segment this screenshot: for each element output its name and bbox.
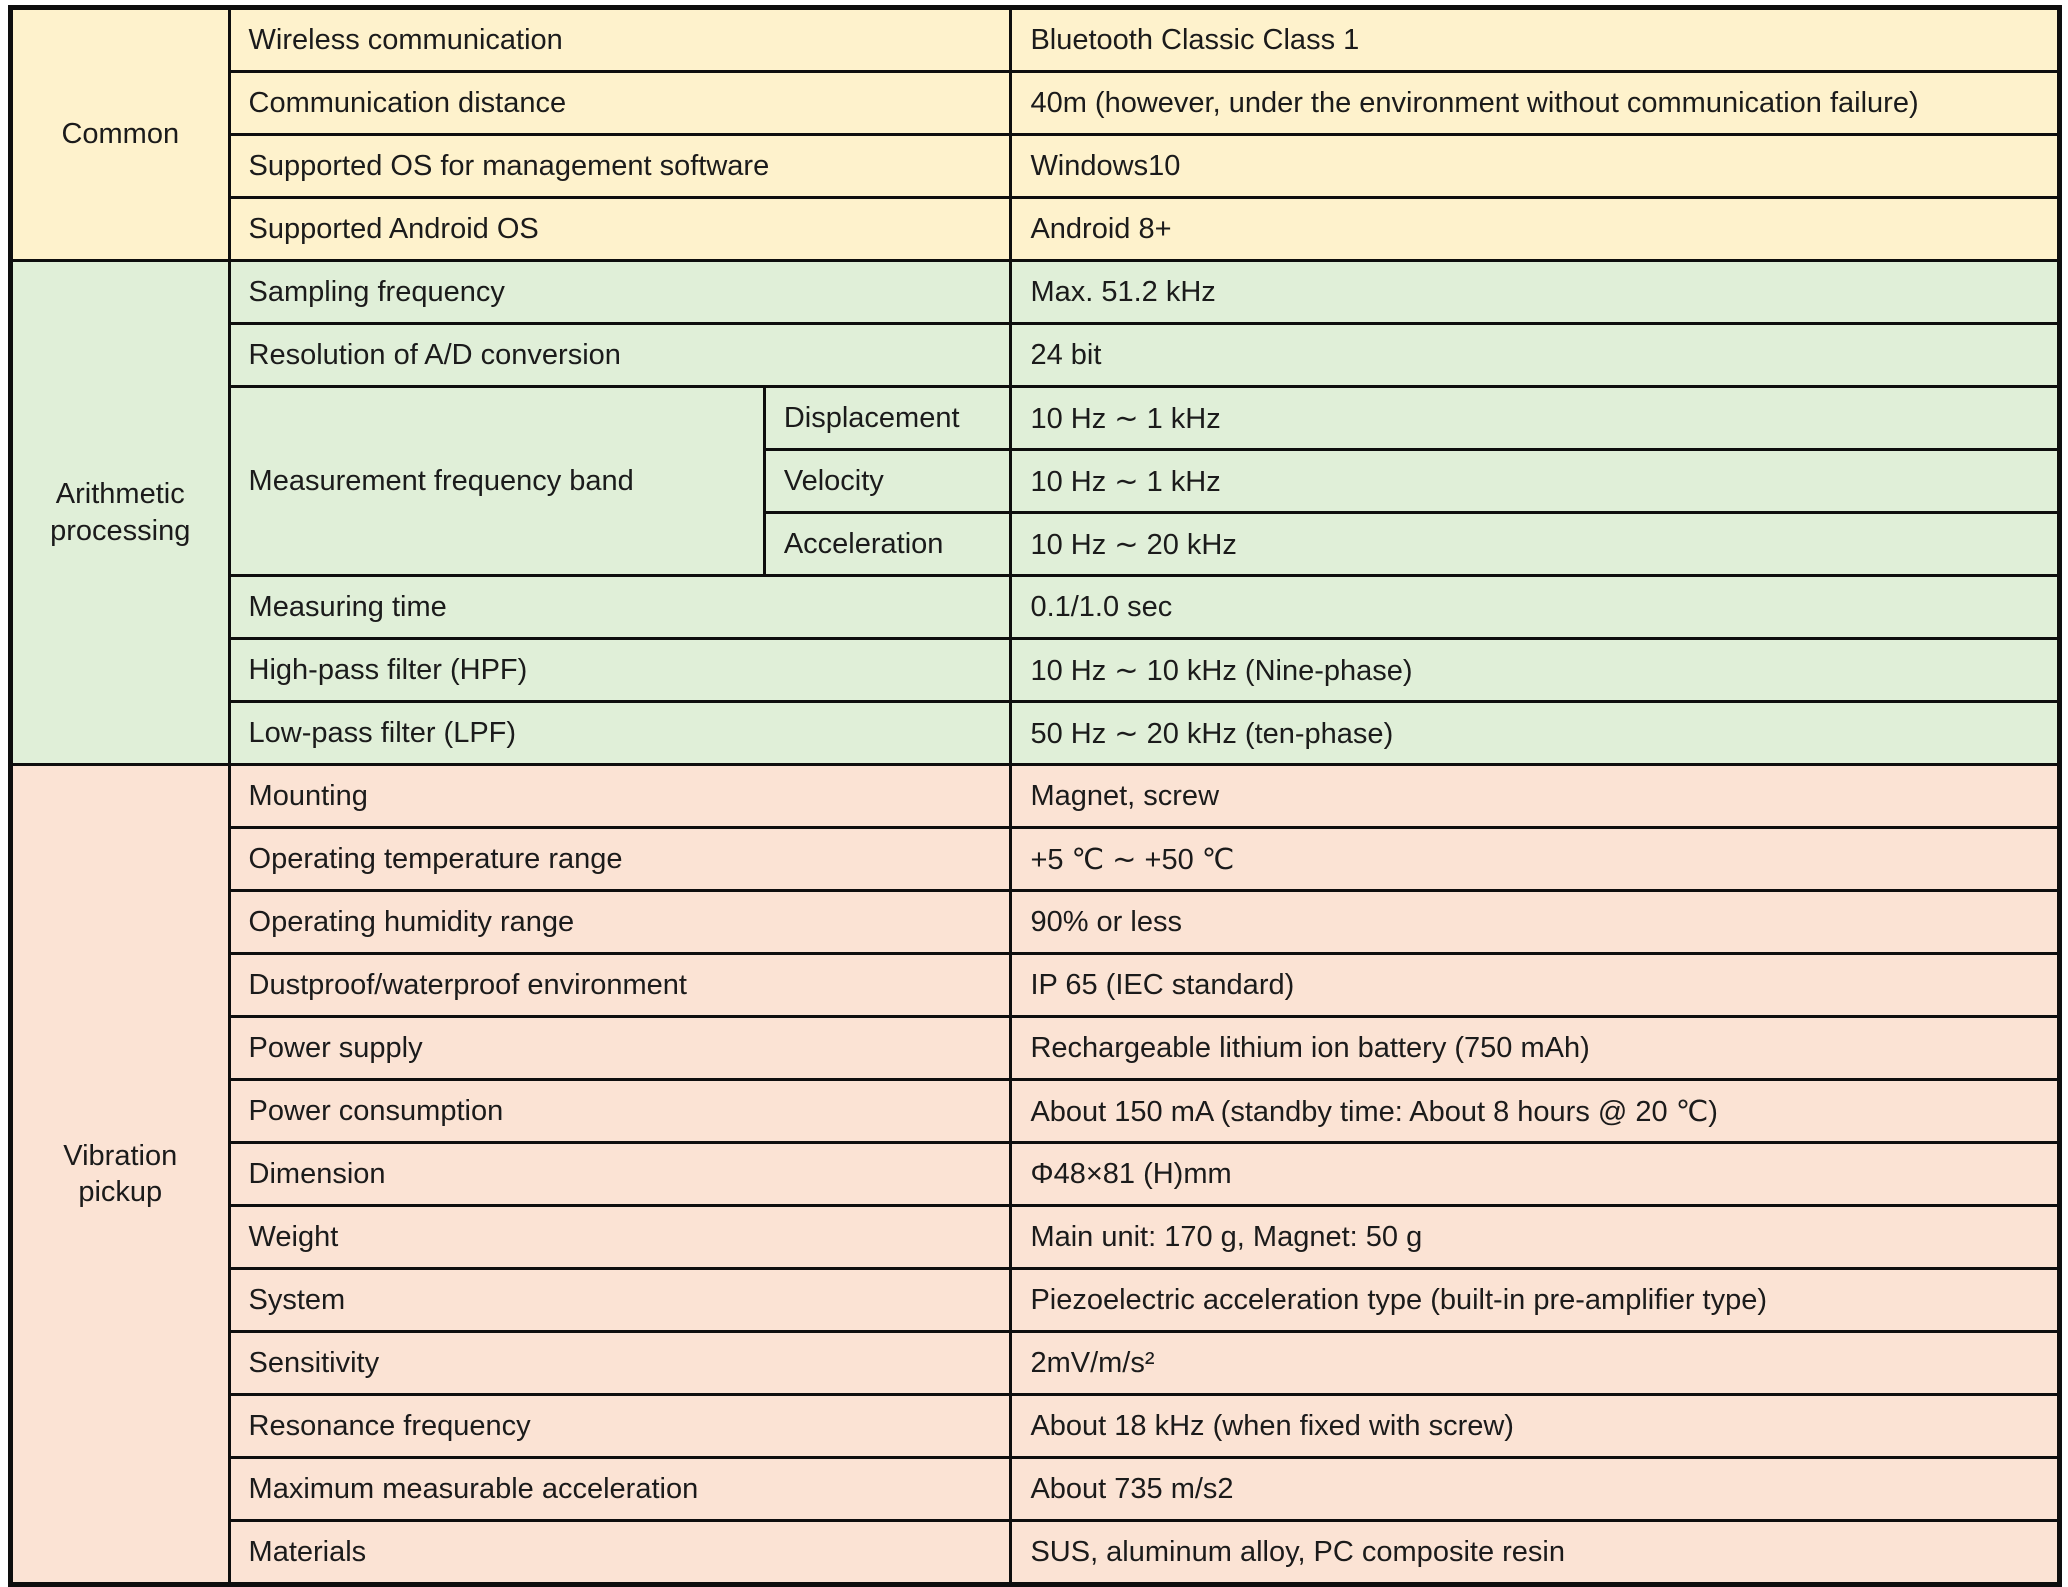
spec-label: Materials: [229, 1521, 1011, 1585]
spec-label: High-pass filter (HPF): [229, 639, 1011, 702]
spec-label: Dustproof/waterproof environment: [229, 954, 1011, 1017]
spec-value: Φ48×81 (H)mm: [1011, 1143, 2060, 1206]
spec-value: Rechargeable lithium ion battery (750 mAh): [1011, 1017, 2060, 1080]
spec-value: SUS, aluminum alloy, PC composite resin: [1011, 1521, 2060, 1585]
spec-label: Power consumption: [229, 1080, 1011, 1143]
section-label-vibration-pickup: Vibration pickup: [11, 765, 230, 1585]
spec-value: 24 bit: [1011, 324, 2060, 387]
spec-label: Sensitivity: [229, 1332, 1011, 1395]
spec-value: Max. 51.2 kHz: [1011, 261, 2060, 324]
spec-label: Resonance frequency: [229, 1395, 1011, 1458]
spec-label: Low-pass filter (LPF): [229, 702, 1011, 765]
spec-value: Android 8+: [1011, 198, 2060, 261]
spec-value: 10 Hz ∼ 1 kHz: [1011, 387, 2060, 450]
spec-value: 40m (however, under the environment without communication failure): [1011, 72, 2060, 135]
spec-label: Wireless communication: [229, 8, 1011, 72]
spec-value: Bluetooth Classic Class 1: [1011, 8, 2060, 72]
spec-value: Piezoelectric acceleration type (built-in pre-amplifier type): [1011, 1269, 2060, 1332]
spec-label: System: [229, 1269, 1011, 1332]
spec-label: Measuring time: [229, 576, 1011, 639]
spec-value: About 150 mA (standby time: About 8 hours @ 20 ℃): [1011, 1080, 2060, 1143]
spec-label: Supported Android OS: [229, 198, 1011, 261]
spec-label: Supported OS for management software: [229, 135, 1011, 198]
spec-value: +5 ℃ ∼ +50 ℃: [1011, 828, 2060, 891]
spec-value: Main unit: 170 g, Magnet: 50 g: [1011, 1206, 2060, 1269]
spec-sublabel: Velocity: [764, 450, 1011, 513]
spec-label: Mounting: [229, 765, 1011, 828]
spec-label: Power supply: [229, 1017, 1011, 1080]
spec-label: Maximum measurable acceleration: [229, 1458, 1011, 1521]
spec-table: [8, 5, 2062, 1587]
spec-value: 10 Hz ∼ 20 kHz: [1011, 513, 2060, 576]
spec-value: Windows10: [1011, 135, 2060, 198]
spec-label: Communication distance: [229, 72, 1011, 135]
spec-value: Magnet, screw: [1011, 765, 2060, 828]
spec-value: About 18 kHz (when fixed with screw): [1011, 1395, 2060, 1458]
spec-value: About 735 m/s2: [1011, 1458, 2060, 1521]
spec-value: 10 Hz ∼ 1 kHz: [1011, 450, 2060, 513]
spec-label: Operating humidity range: [229, 891, 1011, 954]
spec-label: Operating temperature range: [229, 828, 1011, 891]
spec-label: Dimension: [229, 1143, 1011, 1206]
spec-value: IP 65 (IEC standard): [1011, 954, 2060, 1017]
spec-label-measurement-frequency-band: Measurement frequency band: [229, 387, 764, 576]
spec-label: Weight: [229, 1206, 1011, 1269]
section-label-arithmetic-processing: Arithmetic processing: [11, 261, 230, 765]
spec-value: 50 Hz ∼ 20 kHz (ten-phase): [1011, 702, 2060, 765]
section-label-common: Common: [11, 8, 230, 261]
spec-sublabel: Acceleration: [764, 513, 1011, 576]
spec-value: 0.1/1.0 sec: [1011, 576, 2060, 639]
spec-sublabel: Displacement: [764, 387, 1011, 450]
spec-value: 10 Hz ∼ 10 kHz (Nine-phase): [1011, 639, 2060, 702]
spec-value: 2mV/m/s²: [1011, 1332, 2060, 1395]
spec-value: 90% or less: [1011, 891, 2060, 954]
spec-label: Sampling frequency: [229, 261, 1011, 324]
spec-label: Resolution of A/D conversion: [229, 324, 1011, 387]
